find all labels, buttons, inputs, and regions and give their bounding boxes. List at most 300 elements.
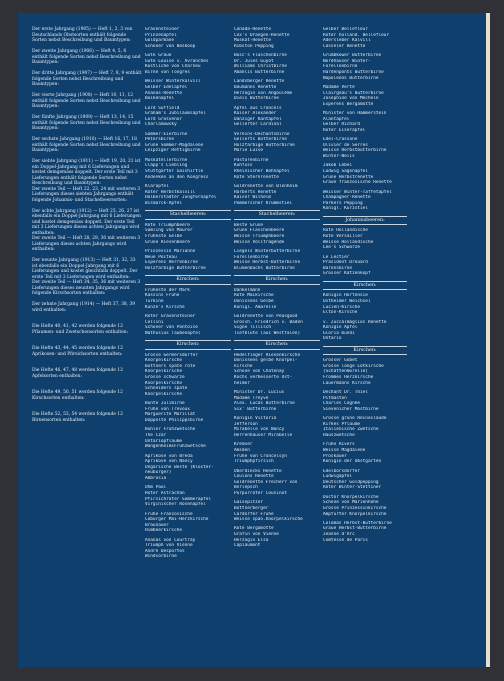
variety-name: Beste Grüne [234,222,264,228]
variety-group [323,320,407,342]
variety-name: Purpurroter Cousinot [234,490,287,496]
variety-name: Dönissens gelbe Knorpel- [234,358,298,364]
variety-group [323,469,407,491]
variety-group [323,255,407,277]
variety-name: Lucien-Kirsche [323,304,361,310]
variety-name: Mirabelle von Nancy [234,427,285,433]
variety-name: Tiefblüte (aus Westfalen) [234,330,301,336]
variety-name: Adersleber Kalvill [323,38,371,44]
volume-description: Der dritte Jahrgang (1907) — Heft 7, 8, 9 enthält folgende Sorten nebst Beschreibung und Baumtypen: [32,71,142,87]
variety-name: Capiaumont [234,543,261,549]
volume-description: Der zweite Jahrgang (1906) — Heft 4, 5, 6 enthält folgende Sorten nebst Beschreibung und Baumtypen: [32,49,141,65]
variety-name: Triumph von Vienne [145,543,193,549]
variety-name: Petersbirne [145,137,175,143]
volume-description: Der erste Jahrgang (1905) — Heft 1, 2, 3 von Deutschlands Obstsorten enthält folgende Sorten nebst Beschreibung und Baumtypen: [32,27,133,43]
variety-group [323,442,407,464]
variety-group [145,184,231,206]
variety-group [234,132,320,154]
variety-name: Doctor Knorpelkirsche [323,494,379,500]
variety-name: Lauermanns Kirsche [323,380,371,386]
variety-name: Baumanns Renette [234,84,277,90]
variety-name: Kremser [234,442,253,448]
variety-name: Williams Christbirne [234,64,287,70]
variety-name: Gelber Edelapfel [145,84,188,90]
variety-group [323,137,407,159]
variety-name: Grumbkower Butterbirne [323,53,382,59]
variety-name: Forellenbirne [323,64,358,70]
variety-name: Gelber Richard [323,122,361,128]
variety-name: Ambrosia [145,475,167,481]
variety-group [323,85,407,107]
variety-group [234,526,320,548]
variety-name: Goldrenette von Blenheim [234,184,298,190]
volume-description: Der zweite Teil — Heft 34, 35, 36 mit weiteren 3 Lieferungen dieses neunten Jahrgangs wird folgende Kirschsorten enthalten: [32,280,141,296]
variety-name: Signe Tillisch [234,325,272,331]
variety-name: Graue Herbst-Butterbirne [323,526,387,532]
variety-name: Gute Graue [145,53,172,59]
variety-name: Herzogin Elsa [234,537,269,543]
variety-name: Rote Holländische [323,228,368,234]
volume-description: Die Hefte 40, 41, 42 werden folgende 12 Pflaumen- und Zwetschensorten enthalten: [32,324,129,335]
variety-name: Six' Butterbirne [234,406,277,412]
variety-group [145,210,231,245]
variety-name: Winter-Nelis [323,154,355,160]
variety-group [145,512,231,534]
variety-name: Liegels Winterbutterbirne [234,248,301,254]
variety-name: Elton-Kirsche [323,310,358,316]
variety-name: Grüne Herbstrenette [323,174,374,180]
variety-name: Minister Dr. Lucius [234,390,285,396]
variety-name: Danziger Kantapfel [234,116,282,122]
variety-name: Birne von Tongres [145,69,190,75]
variety-name: Pfirsichroter Sommerapfel [145,496,212,502]
section-heading: Kirschen: [234,275,320,285]
variety-name: Grosse Germersdorfer [145,352,198,358]
variety-name: Virginischer Rosenapfel [145,502,206,508]
variety-group [234,390,320,412]
volume-description: Der siebte Jahrgang (1911) — Heft 19, 20, 21 ist ein Doppel-Jahrgang mit 6 Lieferungen und kostet demgemäss doppelt. Der erste Teil mit 3 Lieferungen enthält folgende Sorten nebst Beschreibung und Baumtypen: [32,159,141,186]
variety-name: Jeanne d'Arc [323,532,355,538]
variety-name: Präsident Drouard [323,260,368,266]
variety-group [234,184,320,206]
variety-name: Frühe Französische [145,511,193,517]
variety-group [145,249,231,271]
variety-group [234,79,320,101]
variety-group [145,79,231,101]
variety-name: Gloria mundi [323,330,355,336]
variety-name: Pitmaston [323,395,347,401]
variety-name: Schöner von Boskoop [145,43,196,49]
variety-name: Kaiser Wilhelm [234,195,272,201]
variety-name: Kunze's Kirsche [145,304,185,310]
variety-name: Frühe Rivers [323,442,355,448]
variety-group [234,416,320,438]
variety-name: Muskatellerbirne [145,157,188,163]
variety-group [145,106,231,128]
variety-group [145,340,231,397]
section-heading: Johannisbeeren: [323,216,407,226]
variety-group [234,500,320,522]
variety-name: Gaisepitzer [234,500,264,506]
variety-name: Prinzenapfel [145,32,177,38]
variety-name: Clairgeau's Butterbirne [323,90,384,96]
variety-name: Comtesse de Paris [323,537,368,543]
variety-name: Graham's Jubiläumsapfel [145,111,206,117]
variety-group [323,111,407,133]
variety-group [234,442,320,464]
variety-name: Roter Astrachan [145,490,185,496]
variety-group [234,275,320,310]
variety-name: Alex. Lucas Butterbirne [234,401,295,407]
section-heading: Kirschen: [145,340,231,350]
variety-name: Ostheimer Weichsel [323,298,371,304]
variety-name: Holzfarbige Butterbirne [234,142,295,148]
variety-name: kirsche [234,363,253,369]
variety-name: Grosse lange Lotkirsche [323,363,384,369]
variety-name: Edel-Crassane [323,137,358,143]
variety-name: WangenheimsFrühzwetsche [145,444,206,450]
variety-name: Marguerite Marillat [145,412,196,418]
variety-name: Weisse span.Knorpelkirsche [234,517,303,523]
variety-name: Goldrenette von Peasgood [234,313,298,319]
variety-name: Aprikose von Nancy [145,459,193,465]
variety-name: Gute Louise v. Avranches [145,58,209,64]
variety-name: Graue französische Renette [323,180,392,186]
variety-name: Hardenponts Butterbirne [323,69,384,75]
variety-name: Ribston Pepping [234,43,274,49]
variety-name: Sämling von Maurer [145,228,193,234]
variety-name: Weisse Herbstbutterbirne [323,148,387,154]
variety-name: Coulons Renette [234,474,274,480]
variety-name: Weisse Triumphbeere [234,233,285,239]
variety-name: Dönissens Gelbe [234,298,274,304]
variety-name: Weisse Herbst-Butterbirne [234,260,301,266]
variety-name: Frühe von Trevoux [145,406,190,412]
variety-name: Rote Maikirsche [234,293,274,299]
variety-name: Blumenbachs Butterbirne [234,265,295,271]
variety-group [323,346,407,387]
variety-name: Parkers Pepping [323,200,363,206]
variety-group [145,314,231,336]
variety-name: Alantapfel [323,116,350,122]
variety-name: Schöne von Marienhöhe [323,500,379,506]
variety-name: Grosse schwarze [145,375,185,381]
variety-name: Braunauer [145,522,169,528]
variety-name: Weisser Winterkalvill [145,79,201,85]
variety-name: Nordhäuser Winter- [323,58,371,64]
variety-group [234,340,320,386]
variety-name: Königin Victoria [234,416,277,422]
variety-name: Grosser Katzenkopf [323,271,371,277]
variety-name: Knorpelkirsche [145,358,183,364]
variety-name: Türkine [145,298,164,304]
variety-name: Napoleons Butterbirne [323,75,379,81]
variety-name: Hauszwetsche [323,432,355,438]
section-heading: Kirschen: [323,346,407,356]
variety-group [323,190,407,212]
variety-group [234,27,320,49]
variety-name: Bühler Frühzwetsche [145,427,196,433]
variety-name: André Desportes [145,548,185,554]
variety-name: Weisse Magdalene [323,447,366,453]
variety-name: Grosse grüne Reineclaude [323,416,387,422]
variety-name: Grosser Gobet [323,358,358,364]
variety-name: Herzogin von Angoulême [234,90,293,96]
variety-name: Leipziger Rettigbirne [145,148,201,154]
variety-name: Esperens Bergamotte [323,101,374,107]
variety-group [323,53,407,81]
variety-name: Früheste Gelbe [145,233,183,239]
variety-name: Amsden [234,447,250,453]
variety-name: Gellerter Cardinal [234,122,282,128]
variety-name: The Czar [145,432,167,438]
variety-group [323,495,407,517]
variety-name: Himbeerkirsche [145,528,183,534]
variety-name: Dr. Jules Guyot [234,58,274,64]
variety-name: Minister von Hammerstein [323,111,387,117]
variety-name: Grossh. Friedrich v. Baden [234,319,303,325]
variety-name: Weisser Winter-Taffetapfel [323,189,392,195]
volume-description: Die Hefte 46, 47, 48 werden folgende 12 Apfelsorten enthalten: [32,368,123,379]
variety-group [234,158,320,180]
variety-name: Sommer-Eierbirne [145,131,188,137]
variety-name: Knorpelkirsche [145,391,183,397]
variety-name: Champagner-Renette [323,195,371,201]
variety-name: Frommes Herzkirsche [323,375,374,381]
variety-name: Rote Sternrenette [234,174,279,180]
variety-name: Lord Suffield [145,105,180,111]
variety-name: Grosse Prinzessinkirsche [323,505,387,511]
variety-name: Lee's Schwarze [323,245,361,251]
variety-name: Herrenhäuser Mirabelle [234,432,293,438]
variety-name: Forellenbirne [234,254,269,260]
variety-name: Madame Verté [323,84,355,90]
variety-name: Bunte Julibirne [145,401,185,407]
variety-group [145,53,231,75]
variety-name: Charlamowsky [145,122,177,128]
variety-name: Pastorenbirne [234,157,269,163]
variety-name: Boikenapfel [145,96,175,102]
variety-group [234,106,320,128]
variety-name: Knorpelkirsche [145,380,183,386]
variety-name: Kuhfuss [234,163,253,169]
variety-name: Stuttgarter Gaishirtle [145,169,204,175]
variety-name: Kochs verbesserte Ost- [234,375,293,381]
variety-group [323,281,407,316]
variety-name: Cellini [145,319,164,325]
variety-group [234,53,320,75]
variety-group [234,249,320,271]
variety-name: Gravensteiner [145,27,180,32]
variety-name: Früheste der Mark [145,287,190,293]
variety-name: Prinzessin Marianne [145,248,196,254]
variety-name: Charles Cognée [323,401,361,407]
section-heading: Kirschen: [323,281,407,291]
variety-name: Landsberger Renette [234,79,285,85]
volume-description: Die Hefte 43, 44, 45 werden folgende 12 Aprikosen- und Pfirsichsorten enthalten: [32,346,123,357]
section-heading: Kirschen: [145,275,231,285]
variety-name: Hedelfinger Riesenkirsche [234,352,301,358]
variety-name: Edelborsdorfer [323,468,361,474]
variety-name: Klarapfel [145,184,169,190]
variety-name: Halberstädter Jungfernapfel [145,195,217,201]
variety-name: Ungarische Beste (Kloster- [145,464,214,470]
variety-name: Olivier de Serres [323,142,368,148]
variety-name: Italienische Zwetsche [323,427,379,433]
variety-name: Muskat-Renette [234,38,272,44]
variety-name: Grüne Flaschenbeere [234,228,285,234]
variety-name: Oberdiecks Renette [234,468,282,474]
variety-name: Baronsbirne [323,265,353,271]
variety-column-3 [323,27,407,657]
variety-name: Cox's Orangen-Renette [234,32,290,38]
variety-group [323,216,407,251]
variety-name: Roter holländ. Bellefleur [323,32,390,38]
variety-group [234,314,320,336]
variety-name: Clapp's Liebling [145,163,188,169]
variety-name: Proskauer [323,453,347,459]
variety-name: Cardorfer Frühe [234,511,274,517]
variety-name: Weisse Volltragende [234,239,285,245]
variety-name: Kirkes Pflaume [323,421,361,427]
variety-name: Kaiser Alexander [234,111,277,117]
variety-name: Marie Luise [234,148,264,154]
variety-name: Sievenicher Mostbirne [323,406,379,412]
section-heading: Stachelbeeren: [145,210,231,220]
variety-name: Ananas-Renette [145,90,183,96]
section-heading: Stachelbeeren: [234,210,320,220]
variety-group [145,401,231,423]
variety-group [145,427,231,449]
variety-name: Holzfarbige Butterbirne [145,265,206,271]
variety-name: Canada-Renette [234,27,272,32]
variety-name: Ananas von Courtray [145,537,196,543]
variety-name: Josephine von Mecheln [323,96,379,102]
variety-name: Königl. Kurzstiel [323,206,368,212]
variety-name: Esperens Herrenbirne [145,260,198,266]
catalog-page [18,13,488,667]
variety-name: v. Zuccalmaglios Renette [323,319,387,325]
variety-name: Ohm Paul [145,485,167,491]
variety-name: Lord Grosvenor [145,116,183,122]
variety-group [145,275,231,310]
variety-group [145,132,231,154]
variety-name: Schöner von Pontoise [145,325,198,331]
variety-group [145,158,231,180]
variety-group [145,454,231,482]
variety-name: Bosc's Flaschenbirne [234,53,287,59]
section-heading: Kirschen: [234,340,320,350]
variety-name: Goldrenette Freiherr von [234,479,298,485]
variety-name: Madame Treyve [234,395,269,401]
variety-name: Le Lectier [323,254,350,260]
variety-name: Königin Apfel [323,325,358,331]
variety-group [323,416,407,438]
variety-name: Amanlis Butterbirne [234,69,285,75]
volume-description: Der achte Jahrgang (1912) — Heft 25, 26, 27 ist ebenfalls ein Doppel-Jahrgang mit 6 Lieferungen und kostet demgemäss doppelt. Der erste Teil mit 3 Lieferungen dieses achten Jahrgangs wird enthalten: [32,208,141,236]
variety-name: Schneiders späte [145,386,188,392]
variety-name: Doppelte Philippsbirne [145,418,204,423]
variety-name: Deutscher Goldpepping [323,479,379,485]
variety-name: (Schattenmorelle) [323,369,368,375]
variety-group [323,163,407,185]
variety-name: Goldparmäne [145,38,175,44]
variety-name: Diels Butterbirne [234,96,279,102]
volume-description: Der zweite Teil — Heft 28, 29, 30 mit weiteren 3 Lieferungen dieses achten Jahrgangs wird enthalten: [32,236,141,252]
volume-description: Der neunte Jahrgang (1913) — Heft 31, 32, 33 ist ebenfalls ein Doppel-Jahrgang mit 6 Lieferungen und kostet gleichfalls doppelt. Der erste Teil mit 3 Lieferungen wird enthalten: [32,258,138,280]
variety-name: Bismarck-Apfel [145,200,183,206]
volume-description: Die Hefte 52, 53, 54 werden folgende 12 Birnensorten enthalten: [32,412,123,423]
variety-name: Grüne Riesenbeere [145,239,190,245]
variety-name: Triumphpfirsich [234,459,274,465]
variety-name: Weisse Holländische [323,239,374,245]
variety-name: Knorpelkirsche [145,369,183,375]
variety-name: Aprikose von Breda [145,453,193,459]
variety-name: Dankelmann [234,287,261,293]
variety-name: Apfel aus Croncels [234,105,282,111]
variety-name: Neue Poiteau [145,254,177,260]
variety-name: Windsorbirne [145,554,177,560]
variety-name: Gelber Bellefleur [323,27,368,32]
variety-name: Dechant Dr. Thiel [323,390,368,396]
variety-group [145,538,231,560]
variety-name: Ludwigapfel [323,474,353,480]
variety-name: Grüne Sommer-Magdalene [145,142,204,148]
variety-name: Roter Gravensteiner [145,313,196,319]
variety-name: heimer [234,380,250,386]
variety-name: Rote Triumphbeere [145,222,190,228]
variety-name: Coburger Mai-Herzkirsche [145,517,209,523]
variety-column-1 [145,27,231,657]
variety-name: Königin Hortensie [323,293,368,299]
volume-description: Der fünfte Jahrgang (1909) — Heft 13, 14, 15 enthält folgende Sorten nebst Beschreibung und Baumtypen: [32,115,141,131]
variety-name: Roter Herbstkalvill [145,189,196,195]
volume-description: Der vierte Jahrgang (1908) — Heft 10, 11, 12 enthält folgende Sorten nebst Beschreibung und Baumtypen: [32,93,141,109]
variety-name: Kassins Frühe [145,293,180,299]
variety-name: Königin der Obstgärten [323,459,382,465]
variety-name: Ontariopflaume [145,438,183,444]
variety-group [145,27,231,49]
variety-name: Gräfin von Vienne [234,532,279,538]
variety-name: Harberts Renette [234,189,277,195]
volume-descriptions [32,27,142,657]
variety-group [323,27,407,49]
variety-name: Roter Eiserapfel [323,127,366,133]
volume-description: Der zehnte Jahrgang (1914) — Heft 37, 38, 39 wird enthalten: [32,302,136,313]
variety-name: Rheinischer Bohnapfel [234,169,290,175]
variety-name: Rote Versailler [323,233,363,239]
variety-name: Bottnerberger [234,505,269,511]
variety-name: Roter Winter-Stettiner [323,485,382,491]
variety-name: Andenken an den Kongress [145,174,209,180]
variety-group [145,485,231,507]
variety-name: Pommerscher Krummstiel [234,200,293,206]
variety-name: Gellerts Butterbirne [234,137,287,143]
variety-name: Jakob Lebel [323,163,353,169]
variety-name: Vereins-Dechantsbirne [234,131,290,137]
variety-name: Büttners späte rote [145,363,196,369]
variety-name: Casseler Renette [323,43,366,49]
variety-name: Rote Bergamotte [234,526,274,532]
variety-group [323,390,407,412]
variety-name: Lodwig Sagenapfel [323,169,368,175]
variety-column-2 [234,27,320,657]
variety-name: Berlepsch [234,485,258,491]
volume-description: Der zweite Teil — Heft 22, 23, 24 mit weiteren 3 Lieferungen dieses siebten Jahrgangs enthält folgende Johannis- und Stachelbeersorten: [32,186,141,203]
variety-name: Ontario [323,336,342,342]
variety-group [323,521,407,543]
variety-name: Frühe von Croncelsyn [234,453,287,459]
